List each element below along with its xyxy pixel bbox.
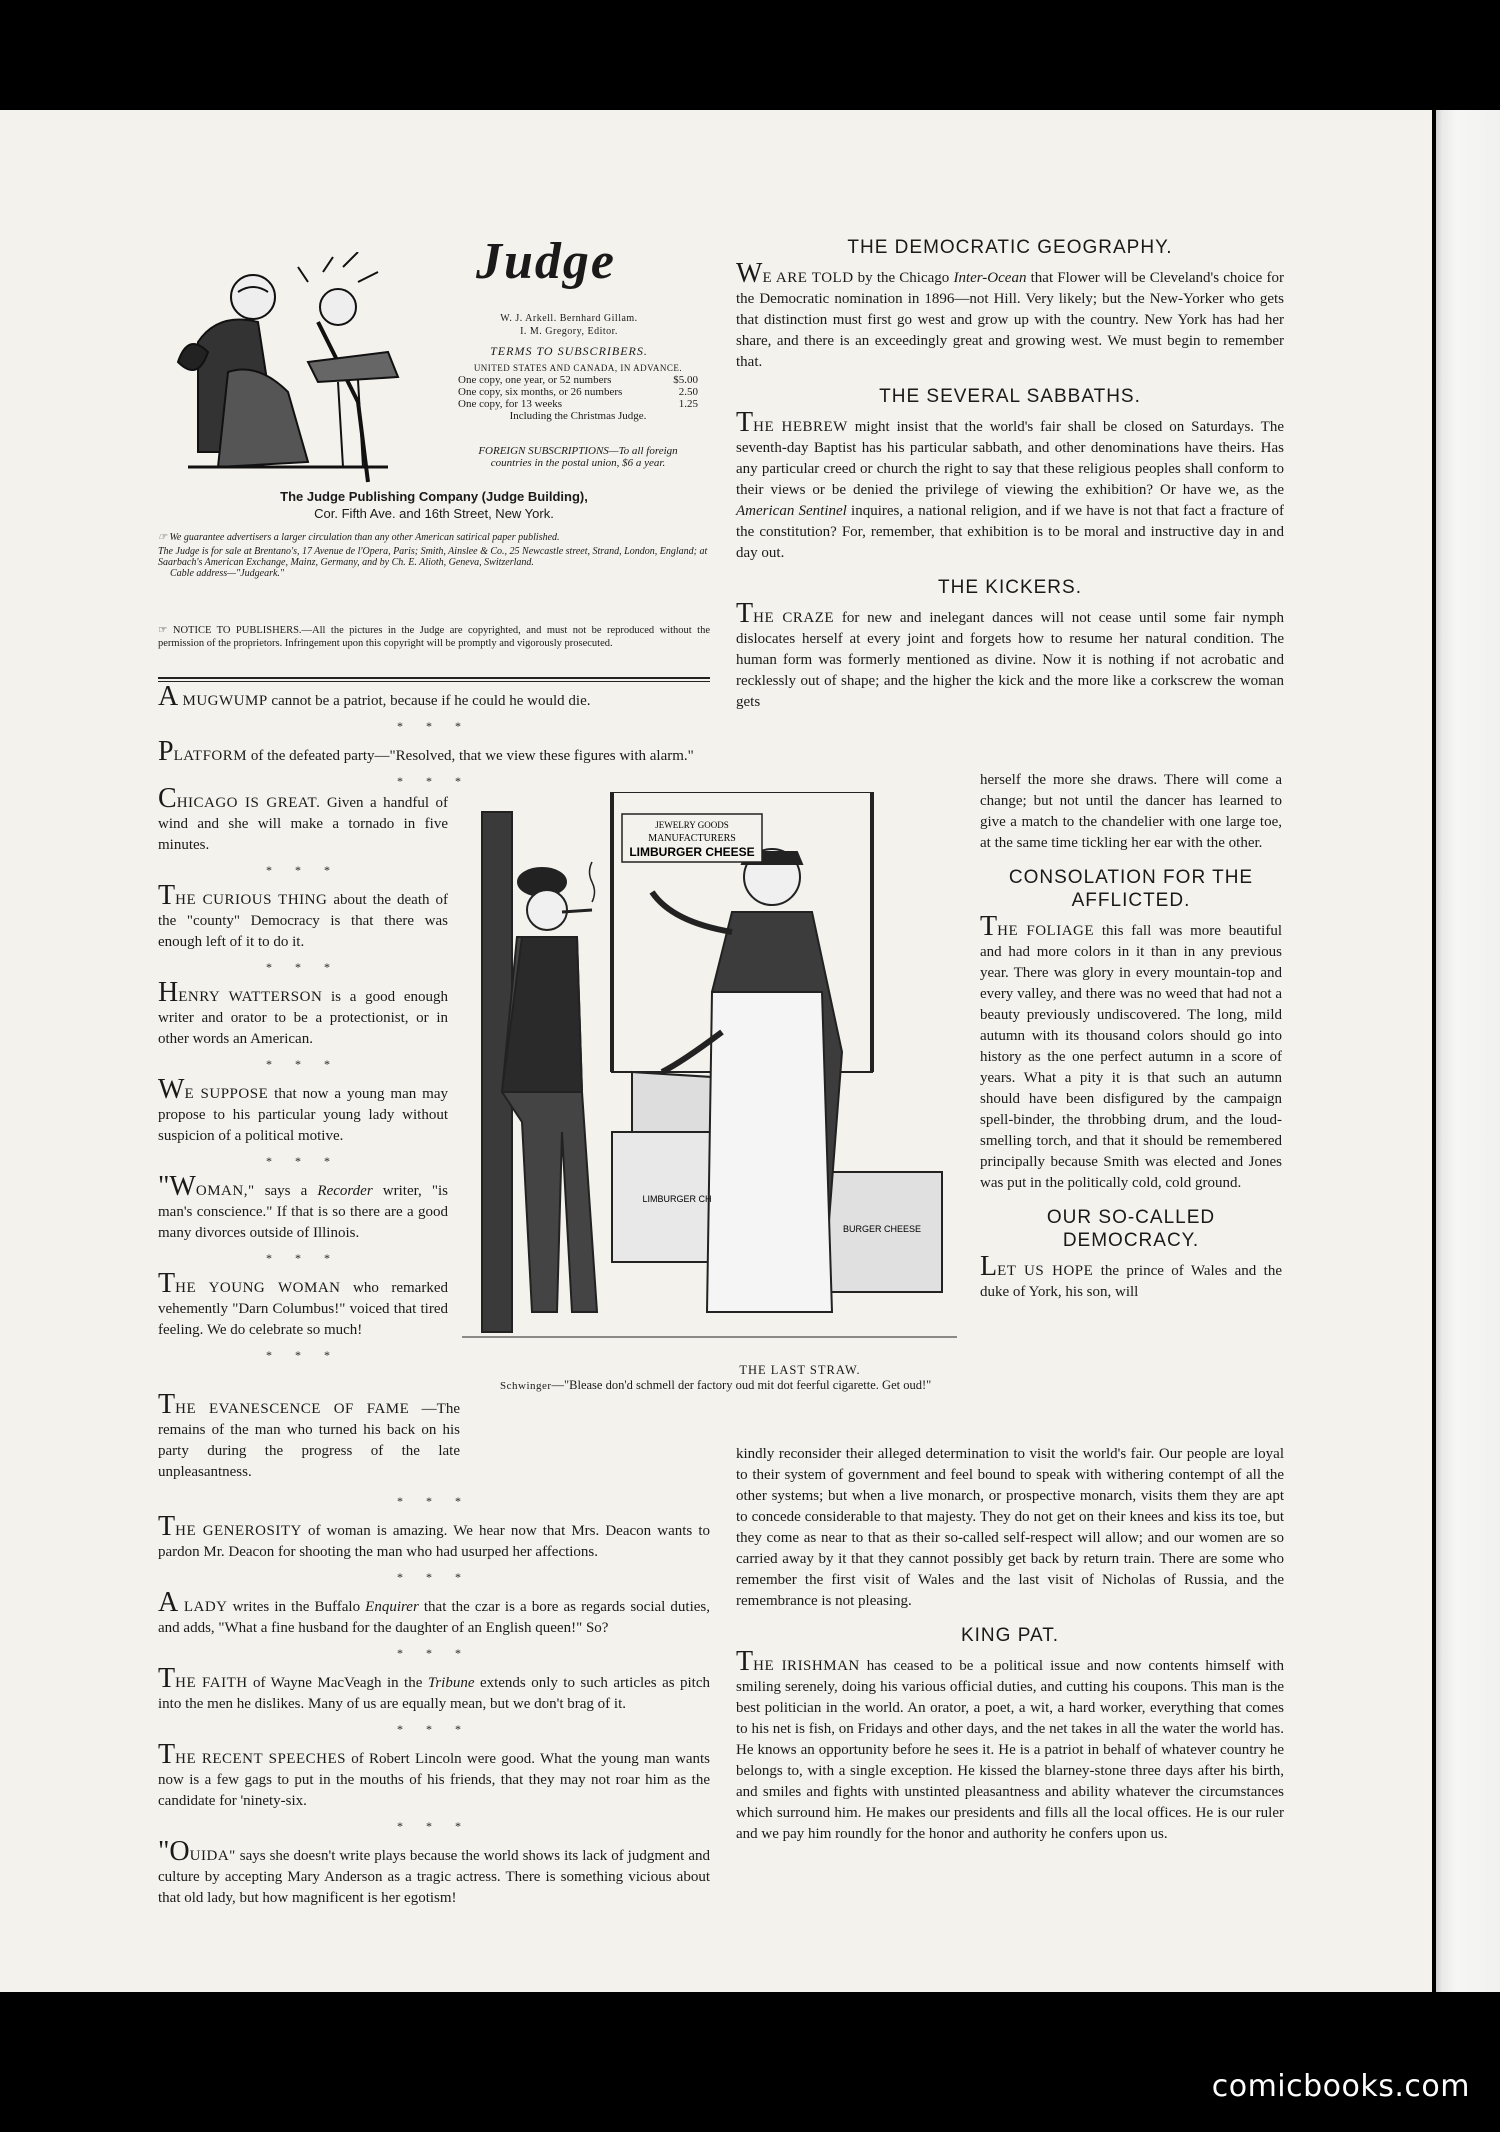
- cable-address: Cable address—"Judgeark.": [170, 568, 285, 579]
- section-stars: * * *: [397, 1722, 471, 1736]
- section-stars: * * *: [266, 960, 340, 974]
- terms-note: Including the Christmas Judge.: [509, 410, 647, 422]
- paragraph-democracy: kindly reconsider their alleged determination to visit the world's fair. Our people are loyal to their system of government and feel bound to speak with withering contempt of all the other systems; but when a live monarch, or prospective monarch, visits them they are apt to concede considerable to that majesty. They do not get on their knees and kiss its toe, but they come as near to that as their so-called self-respect will allow; and our women are so carried away by it that they cannot possibly get back by return train. There are some who remember the first visit of Wales and the last visit of Nicholas of Russia, and the remembrance is not pleasing.: [736, 1446, 1284, 1609]
- subscription-terms: [458, 362, 698, 422]
- heading-king-pat: KING PAT.: [960, 1625, 1060, 1646]
- paragraph-evanescence: THE EVANESCENCE OF FAME —The remains of the man who turned his back on his party during the progress of the late unpleasantness.: [158, 1389, 460, 1480]
- heading-several-sabbaths: THE SEVERAL SABBATHS.: [879, 386, 1141, 407]
- paragraph-king-pat: THE IRISHMAN has ceased to be a political issue and now contents himself with smiling serenely, doing his various official duties, and cutting his coupons. This man is the best politician in the world. An orator, a poet, a wit, a hard worker, everything that comes to his net is fish, on Fridays and other days, and the net takes in all the water the world has. He knows an opportunity before he sees it. He is a patriot in behalf of whatever country he belongs to, with a single exception. He kissed the blarney-stone three days after his birth, and smiles and fights with unstinted pleasantness and ability whatever the circumstances which surround him. He makes our presidents and fills all the local offices. He is our ruler and we pay him roundly for the honor and authority he confers upon us.: [736, 1646, 1284, 1842]
- paragraph-generosity: THE GENEROSITY of woman is amazing. We hear now that Mrs. Deacon wants to pardon Mr. Deacon for shooting the man who had usurped her affections.: [158, 1511, 710, 1560]
- box-label-2: BURGER CHEESE: [842, 1224, 922, 1234]
- terms-row: One copy, six months, or 26 numbers 2.50: [458, 386, 698, 398]
- paragraph-we-suppose: WE SUPPOSE that now a young man may propose to his particular young lady without suspicion of a political motive.: [158, 1074, 448, 1144]
- terms-row: One copy, one year, or 52 numbers $5.00: [458, 374, 698, 386]
- left-column-top: [158, 681, 710, 800]
- paragraph-democracy-start: LET US HOPE the prince of Wales and the duke of York, his son, will: [980, 1251, 1282, 1300]
- illustration-caption: [500, 1363, 960, 1394]
- section-stars: * * *: [397, 719, 471, 733]
- heading-kickers: THE KICKERS.: [938, 577, 1082, 598]
- right-column-top: [736, 224, 1284, 721]
- right-column-bottom: [736, 1444, 1284, 1853]
- next-page-edge: [1436, 110, 1500, 1992]
- section-stars: * * *: [397, 774, 471, 788]
- section-stars: * * *: [266, 863, 340, 877]
- sign-text-middle: MANUFACTURERS: [648, 833, 736, 844]
- pointing-hand-icon: ☞: [158, 625, 173, 636]
- comicbooks-watermark: comicbooks.com: [1211, 2069, 1470, 2104]
- terms-heading: TERMS TO SUBSCRIBERS.: [490, 344, 648, 358]
- section-stars: * * *: [266, 1154, 340, 1168]
- terms-row: One copy, for 13 weeks 1.25: [458, 398, 698, 410]
- paragraph-ouida: "OUIDA" says she doesn't write plays because the world shows its lack of judgment and culture by accepting Mary Anderson as a tragic actress. There is something vicious about that old lady, but how magnificent is her egotism!: [158, 1836, 710, 1906]
- paragraph-watterson: HENRY WATTERSON is a good enough writer and orator to be a protectionist, or in other words an American.: [158, 977, 448, 1047]
- paragraph-kickers: THE CRAZE for new and inelegant dances will not cease until some fair nymph dislocates herself at every joint and forgets how to resume her natural condition. The human form was formerly mentioned as divine. Now it is nothing if not acrobatic and recklessly out of shape; and the higher the kick and the more like a corkscrew the woman gets: [736, 598, 1284, 710]
- section-stars: * * *: [397, 1646, 471, 1660]
- sign-text-bottom: LIMBURGER CHEESE: [629, 845, 755, 859]
- pointing-hand-icon: ☞: [158, 532, 170, 543]
- section-stars: * * *: [397, 1819, 471, 1833]
- terms-region: UNITED STATES AND CANADA, IN ADVANCE.: [473, 363, 683, 373]
- heading-so-called-democracy: OUR SO-CALLED DEMOCRACY.: [1046, 1207, 1216, 1251]
- notice-to-publishers: ☞ NOTICE TO PUBLISHERS.—All the pictures in the Judge are copyrighted, and must not be reproduced without the permission of the proprietors. Infringement upon this copyright will be promptly and vigorously prosecuted.: [158, 625, 710, 649]
- heading-democratic-geography: THE DEMOCRATIC GEOGRAPHY.: [847, 237, 1173, 258]
- left-column-narrow: [158, 783, 448, 1374]
- publisher-line-1: The Judge Publishing Company (Judge Building),: [280, 489, 588, 504]
- masthead: [158, 233, 710, 687]
- editors-line-2: I. M. Gregory, Editor.: [520, 326, 618, 337]
- section-stars: * * *: [266, 1251, 340, 1265]
- paragraph-sabbaths: THE HEBREW might insist that the world's fair shall be closed on Saturdays. The seventh-day Baptist has his particular sabbath, and other denominations have theirs. Has any particular creed or church the right to say that these religious peoples shall conform to their views or be denied the privilege of viewing the exhibition? Or have we, as the American Sentinel inquires, a national religion, and if we have is not that fact a fracture of the constitution? For, remember, that exhibition is to be moral and instructive day in and day out.: [736, 407, 1284, 561]
- advertiser-guarantee: ☞ We guarantee advertisers a larger circulation than any other American satirical paper published. The Judge is for sale at Brentano's, 17 Avenue de l'Opera, Paris; Smith, Ainslee & Co., 25 Newcastle street, Strand, London, England; at Saarbach's American Exchange, Mainz, Germany, and by Ch. E. Alioth, Geneva, Switzerland. Cable address—"Judgeark.": [158, 532, 710, 579]
- cartoon-the-last-straw: [462, 792, 957, 1362]
- paragraph-woman: "WOMAN," says a Recorder writer, "is man's conscience." If that is so there are a good many divorces outside of Illinois.: [158, 1171, 448, 1241]
- paragraph-curious-thing: THE CURIOUS THING about the death of the "county" Democracy is that there was enough left of it to do it.: [158, 880, 448, 950]
- publisher-info: [158, 488, 710, 522]
- paragraph-mugwump: A MUGWUMP cannot be a patriot, because if he could he would die.: [158, 681, 591, 712]
- paragraph-platform: PLATFORM of the defeated party—"Resolved, that we view these figures with alarm.": [158, 736, 694, 767]
- sign-text-top: JEWELRY GOODS: [655, 820, 729, 830]
- caption-title: THE LAST STRAW.: [739, 1363, 861, 1377]
- section-stars: * * *: [397, 1570, 471, 1584]
- right-column-narrow: [980, 770, 1282, 1311]
- section-stars: * * *: [266, 1057, 340, 1071]
- caption-text: Schwinger—"Blease don'd schmell der factory oud mit dot feerful cigarette. Get oud!": [500, 1378, 932, 1392]
- sale-locations: The Judge is for sale at Brentano's, 17 Avenue de l'Opera, Paris; Smith, Ainslee & Co., 25 Newcastle street, Strand, London, England; at Saarbach's American Exchange, Mainz, Germany, and by Ch. E. Alioth, Geneva, Switzerland.: [158, 546, 708, 568]
- paragraph-lady: A LADY writes in the Buffalo Enquirer that the czar is a bore as regards social duties, and adds, "What a fine husband for the daughter of an English queen!" So?: [158, 1587, 711, 1636]
- paragraph-consolation: THE FOLIAGE this fall was more beautiful and had more colors in it than in any previous year. There was glory in every mountain-top and every valley, and there was no weed that had not a beauty previously undiscovered. The long, mild autumn with its thousand colors should go into history as the one perfect autumn in a score of years. What a pity it is that such an autumn should have been disfigured by the campaign spell-binder, the throbbing drum, and the loud-smelling torch, and that it should be remembered principally because Smith was elected and Jones was put in the politically cold, cold ground.: [980, 911, 1283, 1191]
- paragraph-kickers-continued: herself the more she draws. There will come a change; but not until the dancer has learned to give a match to the chandelier with one large toe, at the same time tickling her ear with the other.: [980, 772, 1282, 851]
- foreign-subscriptions: FOREIGN SUBSCRIPTIONS—To all foreign countries in the postal union, $6 a year.: [478, 445, 678, 469]
- editors-line-1: W. J. Arkell. Bernhard Gillam.: [500, 313, 638, 324]
- section-stars: * * *: [266, 1348, 340, 1362]
- paragraph-young-woman: THE YOUNG WOMAN who remarked vehemently "Darn Columbus!" voiced that tired feeling. We do celebrate so much!: [158, 1268, 448, 1338]
- paragraph-geography: WE ARE TOLD by the Chicago Inter-Ocean that Flower will be Cleveland's choice for the Democratic nomination in 1896—not Hill. Very likely; but the New-Yorker who gets that distinction must first go west and grow up with the country. New York has had her share, and there is an exceedingly great and growing west. We must begin to remember that.: [736, 258, 1284, 370]
- paragraph-faith: THE FAITH of Wayne MacVeagh in the Tribune extends only to such articles as pitch into the men he dislikes. Many of us are equally mean, but we don't brag of it.: [158, 1663, 710, 1712]
- publisher-line-2: Cor. Fifth Ave. and 16th Street, New York.: [314, 506, 554, 521]
- masthead-cartoon-judge-figure: [158, 252, 408, 492]
- left-column-bottom: [158, 1389, 711, 1917]
- heading-consolation: CONSOLATION FOR THE AFFLICTED.: [1008, 867, 1254, 911]
- paragraph-chicago: CHICAGO IS GREAT. Given a handful of wind and she will make a tornado in five minutes.: [158, 783, 448, 853]
- judge-logo: Judge: [476, 233, 616, 290]
- masthead-rule: [158, 677, 710, 682]
- editors-credits: [428, 312, 710, 338]
- section-stars: * * *: [397, 1494, 471, 1508]
- box-label-1: LIMBURGER CH: [642, 1194, 712, 1204]
- paragraph-speeches: THE RECENT SPEECHES of Robert Lincoln were good. What the young man wants now is a few gags to put in the mouths of his friends, that they may not roar him as the candidate for 'ninety-six.: [158, 1739, 711, 1809]
